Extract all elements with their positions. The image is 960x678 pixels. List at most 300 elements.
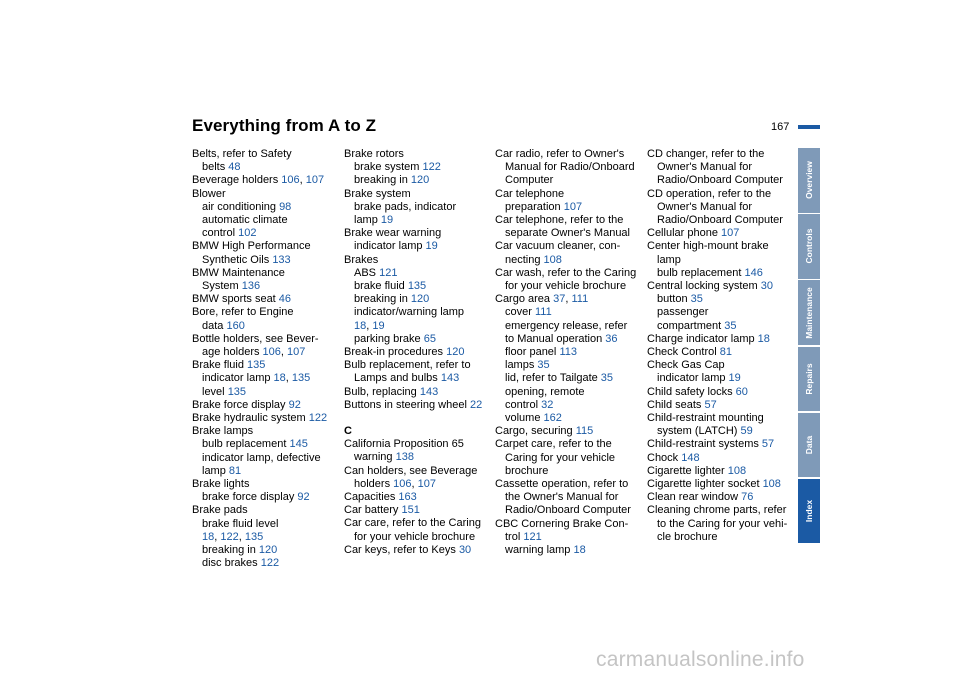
entry-text: for your vehicle brochure <box>354 530 476 543</box>
page-link[interactable]: 30 <box>458 543 472 556</box>
entry-text: cover <box>505 306 535 319</box>
page-link[interactable]: 57 <box>704 398 717 411</box>
index-entry <box>495 333 643 346</box>
tab-label: Maintenance <box>804 286 814 339</box>
page-link[interactable]: 113 <box>559 346 577 359</box>
index-entry <box>344 531 492 544</box>
index-entry <box>495 465 643 478</box>
index-entry <box>192 412 340 425</box>
index-entry <box>495 372 643 385</box>
entry-text: air conditioning <box>202 200 280 213</box>
entry-text: data <box>202 319 227 332</box>
index-entry <box>344 227 492 240</box>
index-entry <box>192 227 340 240</box>
page-link[interactable]: 37 <box>553 293 566 306</box>
page-link[interactable]: 107 <box>417 477 436 490</box>
entry-text: system (LATCH) <box>657 425 741 438</box>
index-entry <box>647 214 795 227</box>
page-link[interactable]: 92 <box>297 491 310 504</box>
entry-text: separate Owner's Manual <box>505 227 630 240</box>
index-entry <box>344 148 492 161</box>
index-entry <box>647 227 795 240</box>
page-link[interactable]: 133 <box>272 253 291 266</box>
entry-text: BMW sports seat <box>192 293 279 306</box>
index-entry <box>344 161 492 174</box>
page-link[interactable]: 36 <box>605 332 618 345</box>
page-link[interactable]: 65 <box>423 332 436 345</box>
page-link[interactable]: 108 <box>762 478 781 491</box>
page-link[interactable]: 108 <box>543 253 562 266</box>
index-entry <box>192 240 340 253</box>
index-letter-heading <box>344 425 492 438</box>
page-link[interactable]: 122 <box>308 412 328 425</box>
index-entry <box>647 174 795 187</box>
index-entry <box>495 531 643 544</box>
index-entry <box>344 517 492 530</box>
watermark: carmanualsonline.info <box>596 648 805 671</box>
entry-text: Brake fluid <box>192 359 248 372</box>
entry-text: Chock <box>647 451 682 464</box>
page-separator: , <box>238 530 245 543</box>
entry-text: lamp <box>657 253 681 266</box>
entry-text: control <box>505 398 542 411</box>
entry-text: Brake pads <box>192 504 248 517</box>
tab-overview[interactable] <box>798 148 820 213</box>
entry-text: Carpet care, refer to the <box>495 438 612 451</box>
entry-text: California Proposition 65 <box>344 438 464 451</box>
index-entry <box>192 214 340 227</box>
entry-text: lamps <box>505 359 538 372</box>
index-entry <box>495 399 643 412</box>
page-separator: , <box>565 293 572 306</box>
index-column-1 <box>192 148 340 571</box>
page-link[interactable]: 35 <box>600 372 614 385</box>
index-entry <box>647 333 795 346</box>
entry-text: Child seats <box>647 398 705 411</box>
entry-text: Cigarette lighter <box>647 464 728 477</box>
entry-text: age holders <box>202 346 263 359</box>
entry-text: lid, refer to Tailgate <box>505 372 601 385</box>
page-link[interactable]: 60 <box>735 385 748 398</box>
page-link[interactable]: 76 <box>741 491 754 504</box>
index-entry <box>647 148 795 161</box>
index-entry <box>647 201 795 214</box>
entry-text: level <box>202 385 228 398</box>
entry-text: Capacities <box>344 491 399 504</box>
entry-text: Brake lights <box>192 478 250 491</box>
page-link[interactable]: 107 <box>287 346 306 359</box>
tab-label: Repairs <box>804 363 814 395</box>
entry-text: Radio/Onboard Computer <box>505 504 631 517</box>
index-entry <box>647 306 795 319</box>
page-link[interactable]: 145 <box>289 438 308 451</box>
page-link[interactable]: 18 <box>573 544 586 557</box>
entry-text: the Owner's Manual for <box>505 491 619 504</box>
entry-text: Car battery <box>344 504 402 517</box>
page-link[interactable]: 143 <box>440 372 460 385</box>
entry-text: Brake rotors <box>344 148 404 160</box>
index-entry <box>192 465 340 478</box>
index-entry <box>192 267 340 280</box>
entry-text: Cellular phone <box>647 227 721 240</box>
entry-text: Bottle holders, see Bever- <box>192 332 319 345</box>
page-link[interactable]: 46 <box>278 293 292 306</box>
entry-text: Beverage holders <box>192 174 282 187</box>
page-link[interactable]: 162 <box>543 412 562 425</box>
page-link[interactable]: 111 <box>571 293 589 306</box>
page-link[interactable]: 35 <box>690 293 703 306</box>
page-link[interactable]: 135 <box>407 280 427 293</box>
entry-text: Computer <box>505 174 554 187</box>
entry-text: indicator/warning lamp <box>354 306 465 319</box>
index-entry <box>495 478 643 491</box>
entry-text: trol <box>505 530 524 543</box>
entry-text: Blower <box>192 187 226 200</box>
index-entry <box>647 531 795 544</box>
index-entry <box>647 452 795 465</box>
index-entry <box>647 280 795 293</box>
page-link[interactable]: 163 <box>398 491 417 504</box>
page-link[interactable]: 135 <box>291 372 311 385</box>
entry-text: Bulb, replacing <box>344 385 420 398</box>
index-entry <box>344 491 492 504</box>
entry-text: bulb replacement <box>202 438 290 451</box>
page-link[interactable]: 120 <box>410 174 430 187</box>
index-entry <box>647 161 795 174</box>
entry-text: Brake force display <box>192 398 289 411</box>
entry-text: indicator lamp, defective <box>202 451 321 464</box>
page-link[interactable]: 32 <box>541 398 554 411</box>
page-link[interactable]: 18 <box>757 332 770 345</box>
page-link[interactable]: 122 <box>422 161 441 174</box>
entry-text: Bulb replacement, refer to <box>344 359 471 372</box>
index-entry <box>495 254 643 267</box>
entry-text: brake fluid level <box>202 517 279 530</box>
index-entry <box>192 544 340 557</box>
tab-controls[interactable] <box>798 214 820 279</box>
page-link[interactable]: 135 <box>244 530 264 543</box>
page-link[interactable]: 120 <box>258 544 278 557</box>
index-entry <box>192 504 340 517</box>
page-link[interactable]: 107 <box>721 227 740 240</box>
index-entry <box>495 201 643 214</box>
index-entry <box>647 386 795 399</box>
index-entry <box>192 293 340 306</box>
entry-text: Brake hydraulic system <box>192 412 309 425</box>
page-link[interactable]: 35 <box>537 359 550 372</box>
index-column-2 <box>344 148 492 557</box>
entry-text: Clean rear window <box>647 491 742 504</box>
index-entry <box>495 491 643 504</box>
index-entry <box>647 438 795 451</box>
entry-text: Cargo, securing <box>495 425 576 438</box>
entry-text: Owner's Manual for <box>657 200 753 213</box>
entry-text: Car telephone, refer to the <box>495 214 624 227</box>
index-column-4 <box>647 148 795 544</box>
index-entry <box>344 544 492 557</box>
page-link[interactable]: 81 <box>719 346 733 359</box>
entry-text: Brakes <box>344 253 379 266</box>
index-entry <box>495 320 643 333</box>
index-entry <box>192 399 340 412</box>
index-entry <box>647 465 795 478</box>
index-entry <box>192 491 340 504</box>
entry-text: Child-restraint mounting <box>647 412 764 425</box>
page-link[interactable]: 120 <box>446 346 465 359</box>
index-entry <box>344 451 492 464</box>
index-entry <box>495 214 643 227</box>
index-entry <box>495 148 643 161</box>
index-entry <box>495 227 643 240</box>
page-link[interactable]: 102 <box>238 227 257 240</box>
section-tabs <box>798 148 820 545</box>
entry-text: Buttons in steering wheel <box>344 398 470 411</box>
index-entry <box>344 254 492 267</box>
entry-text: Car vacuum cleaner, con- <box>495 240 621 253</box>
page-link[interactable]: 35 <box>724 319 737 332</box>
index-entry <box>192 346 340 359</box>
index-entry <box>344 465 492 478</box>
page-link[interactable]: 59 <box>740 425 753 438</box>
page-link[interactable]: 106 <box>262 346 281 359</box>
entry-text: Can holders, see Beverage <box>344 464 478 477</box>
page-link[interactable]: 18 <box>354 319 367 332</box>
entry-text: brake fluid <box>354 280 408 293</box>
page-link[interactable]: 19 <box>372 319 385 332</box>
page-link[interactable]: 81 <box>228 464 242 477</box>
page-separator: , <box>411 477 418 490</box>
page-title: Everything from A to Z <box>192 116 377 135</box>
page-link[interactable]: 19 <box>380 214 394 227</box>
page-link[interactable]: 121 <box>379 266 398 279</box>
index-entry <box>344 280 492 293</box>
page-link[interactable]: 136 <box>241 280 261 293</box>
entry-text: Car care, refer to the Caring <box>344 517 481 530</box>
page-link[interactable]: 120 <box>410 293 430 306</box>
page-link[interactable]: 108 <box>727 464 747 477</box>
page-link[interactable]: 107 <box>563 200 583 213</box>
entry-text: Check Gas Cap <box>647 359 725 372</box>
entry-text: Radio/Onboard Computer <box>657 174 783 187</box>
index-entry <box>647 425 795 438</box>
entry-text: Car radio, refer to Owner's <box>495 148 625 160</box>
index-entry <box>495 386 643 399</box>
page-link[interactable]: 111 <box>534 306 552 319</box>
entry-text: lamp <box>354 214 381 227</box>
index-entry <box>495 188 643 201</box>
index-entry <box>344 306 492 319</box>
page-link[interactable]: 19 <box>728 372 741 385</box>
index-entry <box>192 174 340 187</box>
page-link[interactable]: 106 <box>281 174 300 187</box>
index-entry <box>344 188 492 201</box>
page-link[interactable]: 92 <box>288 398 301 411</box>
page-link[interactable]: 19 <box>425 240 438 253</box>
page-link[interactable]: 143 <box>419 385 439 398</box>
entry-text: volume <box>505 412 544 425</box>
tab-maintenance[interactable] <box>798 280 820 345</box>
index-entry <box>647 491 795 504</box>
entry-text: Brake system <box>344 187 411 200</box>
tab-repairs[interactable] <box>798 347 820 412</box>
entry-text: Check Control <box>647 346 720 359</box>
entry-text: preparation <box>505 200 564 213</box>
index-entry <box>192 188 340 201</box>
entry-text: Synthetic Oils <box>202 253 273 266</box>
page-link[interactable]: 135 <box>247 359 266 372</box>
tab-index[interactable] <box>798 479 820 544</box>
entry-text: for your vehicle brochure <box>505 280 627 293</box>
entry-text: BMW Maintenance <box>192 266 285 279</box>
entry-text: Radio/Onboard Computer <box>657 214 783 227</box>
entry-text: C <box>344 425 352 438</box>
entry-text: System <box>202 280 242 293</box>
page-link[interactable]: 106 <box>393 477 412 490</box>
entry-text: CBC Cornering Brake Con- <box>495 517 629 530</box>
index-entry <box>495 504 643 517</box>
index-entry <box>192 531 340 544</box>
page-link[interactable]: 122 <box>220 530 239 543</box>
index-entry <box>647 254 795 267</box>
entry-text: indicator lamp <box>354 240 426 253</box>
entry-text: Car wash, refer to the Caring <box>495 266 637 279</box>
index-entry <box>647 478 795 491</box>
entry-text: breaking in <box>202 544 259 557</box>
entry-text: bulb replacement <box>657 266 745 279</box>
entry-text: to Manual operation <box>505 332 606 345</box>
index-entry <box>495 161 643 174</box>
entry-text: Center high-mount brake <box>647 240 769 253</box>
index-entry <box>344 174 492 187</box>
entry-text: Brake wear warning <box>344 227 442 240</box>
index-entry <box>495 293 643 306</box>
index-entry <box>495 544 643 557</box>
index-entry <box>647 240 795 253</box>
entry-text: breaking in <box>354 174 411 187</box>
page-link[interactable]: 121 <box>523 530 542 543</box>
page-link[interactable]: 22 <box>469 398 483 411</box>
entry-text: Car keys, refer to Keys <box>344 543 459 556</box>
page-link[interactable]: 122 <box>260 557 280 570</box>
entry-text: parking brake <box>354 332 424 345</box>
entry-text: warning <box>354 451 396 464</box>
tab-data[interactable] <box>798 413 820 478</box>
page-link[interactable]: 148 <box>681 451 700 464</box>
index-entry <box>192 372 340 385</box>
page-link[interactable]: 160 <box>226 319 245 332</box>
entry-text: indicator lamp <box>657 372 729 385</box>
page-link[interactable]: 138 <box>395 451 414 464</box>
index-entry <box>647 412 795 425</box>
index-entry <box>192 254 340 267</box>
entry-text: Lamps and bulbs <box>354 372 441 385</box>
index-entry <box>192 386 340 399</box>
index-entry <box>495 438 643 451</box>
index-entry <box>344 267 492 280</box>
page-separator: , <box>285 372 292 385</box>
index-entry <box>495 425 643 438</box>
entry-text: CD operation, refer to the <box>647 187 772 200</box>
index-entry <box>344 346 492 359</box>
entry-text: Brake lamps <box>192 425 254 438</box>
entry-text: opening, remote <box>505 385 585 398</box>
index-entry <box>647 372 795 385</box>
entry-text: brake force display <box>202 491 298 504</box>
index-entry <box>647 359 795 372</box>
entry-text: CD changer, refer to the <box>647 148 765 160</box>
page-separator: , <box>214 530 221 543</box>
entry-text: Charge indicator lamp <box>647 332 758 345</box>
entry-text: ABS <box>354 266 380 279</box>
index-column-3 <box>495 148 643 557</box>
index-entry <box>344 320 492 333</box>
index-entry <box>495 174 643 187</box>
index-entry <box>344 438 492 451</box>
entry-text: Cargo area <box>495 293 554 306</box>
page-link[interactable]: 48 <box>228 161 241 174</box>
index-entry <box>344 372 492 385</box>
page-link[interactable]: 151 <box>401 504 420 517</box>
page-link[interactable]: 18 <box>202 530 215 543</box>
entry-text: button <box>657 293 691 306</box>
index-entry <box>495 267 643 280</box>
index-entry <box>192 452 340 465</box>
tab-label: Overview <box>804 161 814 200</box>
entry-text: control <box>202 227 239 240</box>
entry-text: Child-restraint systems <box>647 438 762 451</box>
index-entry <box>495 359 643 372</box>
index-entry <box>192 557 340 570</box>
index-entry <box>344 293 492 306</box>
page-link[interactable]: 57 <box>761 438 775 451</box>
entry-text: automatic climate <box>202 214 288 227</box>
index-entry <box>344 201 492 214</box>
index-entry <box>344 333 492 346</box>
tab-label: Data <box>804 435 814 455</box>
index-entry <box>192 359 340 372</box>
index-entry <box>647 320 795 333</box>
index-entry <box>647 504 795 517</box>
index-entry <box>495 240 643 253</box>
page-link[interactable]: 18 <box>273 372 286 385</box>
page-separator: , <box>366 319 373 332</box>
entry-text: compartment <box>657 319 725 332</box>
page-link[interactable]: 98 <box>279 200 292 213</box>
entry-text: brake pads, indicator <box>354 200 457 213</box>
page-link[interactable]: 135 <box>227 385 247 398</box>
index-entry <box>647 518 795 531</box>
index-entry <box>647 267 795 280</box>
index-entry <box>495 452 643 465</box>
index-entry <box>192 438 340 451</box>
entry-text: Owner's Manual for <box>657 161 753 174</box>
entry-text: lamp <box>202 464 229 477</box>
index-entry <box>192 478 340 491</box>
index-entry <box>647 346 795 359</box>
page-link[interactable]: 146 <box>744 266 763 279</box>
entry-text: Car telephone <box>495 187 565 200</box>
entry-text: Cigarette lighter socket <box>647 478 763 491</box>
page-link[interactable]: 115 <box>575 425 594 438</box>
index-entry <box>344 504 492 517</box>
entry-text: holders <box>354 477 394 490</box>
index-entry <box>344 240 492 253</box>
tab-label: Controls <box>804 228 814 264</box>
entry-text: disc brakes <box>202 557 261 570</box>
index-entry <box>344 399 492 412</box>
page-link[interactable]: 107 <box>305 174 325 187</box>
page-link[interactable]: 30 <box>760 280 773 293</box>
